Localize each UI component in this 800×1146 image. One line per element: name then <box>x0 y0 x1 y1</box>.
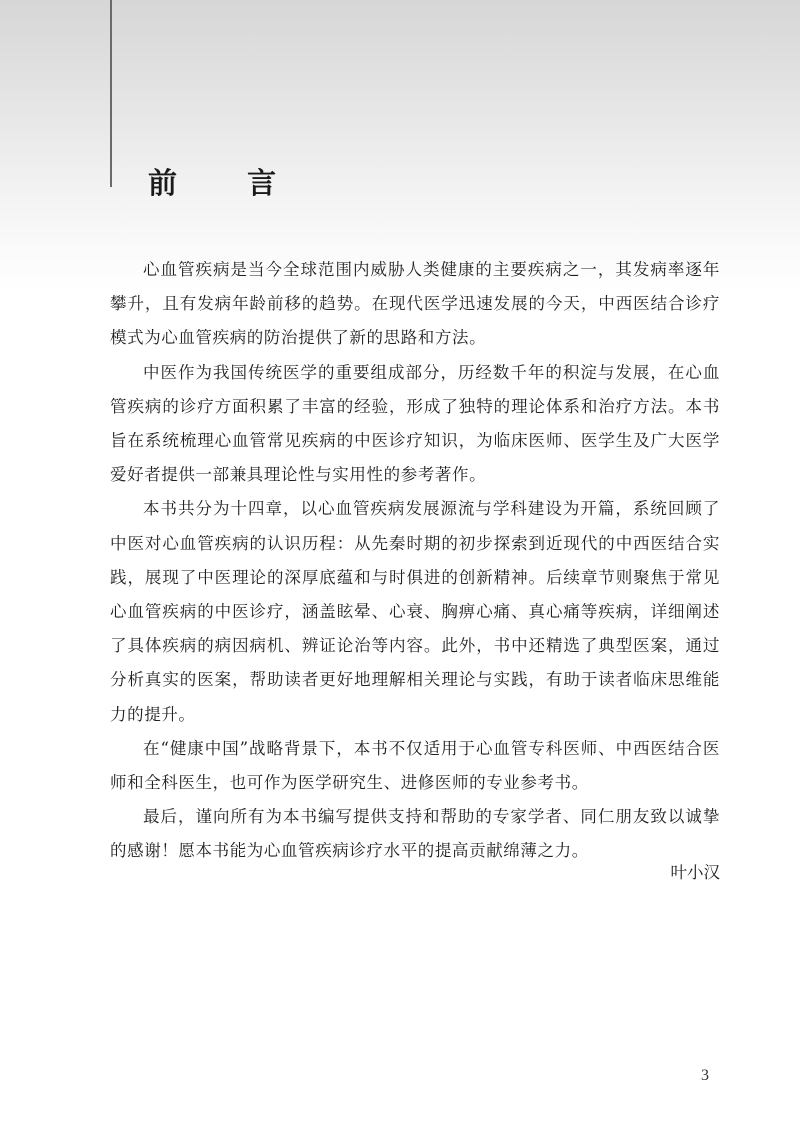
page-number: 3 <box>701 1067 709 1084</box>
author-signature: 叶小汉 <box>670 863 720 882</box>
paragraph-5: 最后，谨向所有为本书编写提供支持和帮助的专家学者、同仁朋友致以诚挚的感谢！愿本书能为心血管疾病诊疗水平的提高贡献绵薄之力。 <box>110 807 720 861</box>
paragraph-2: 中医作为我国传统医学的重要组成部分，历经数千年的积淀与发展，在心血管疾病的诊疗方面积累了丰富的经验，形成了独特的理论体系和治疗方法。本书旨在系统梳理心血管常见疾病的中医诊疗知识，为临床医师、医学生及广大医学爱好者提供一部兼具理论性与实用性的参考著作。 <box>110 362 720 485</box>
paragraph-4: 在“健康中国”战略背景下，本书不仅适用于心血管专科医师、中西医结合医师和全科医生，也可作为医学研究生、进修医师的专业参考书。 <box>110 738 720 793</box>
margin-rule <box>110 0 112 187</box>
page-title: 前 言 <box>148 166 307 200</box>
paragraph-3: 本书共分为十四章，以心血管疾病发展源流与学科建设为开篇，系统回顾了中医对心血管疾病的认识历程：从先秦时期的初步探索到近现代的中西医结合实践，展现了中医理论的深厚底蕴和与时俱进的创新精神。后续章节则聚焦于常见心血管疾病的中医诊疗，涵盖眩晕、心衰、胸痹心痛、真心痛等疾病，详细阐述了具体疾病的病因病机、辨证论治等内容。此外，书中还精选了典型医案，通过分析真实的医案，帮助读者更好地理解相关理论与实践，有助于读者临床思维能力的提升。 <box>110 499 720 724</box>
preface-body <box>110 253 720 869</box>
paragraph-1: 心血管疾病是当今全球范围内威胁人类健康的主要疾病之一，其发病率逐年攀升，且有发病年龄前移的趋势。在现代医学迅速发展的今天，中西医结合诊疗模式为心血管疾病的防治提供了新的思路和方法。 <box>110 260 720 348</box>
